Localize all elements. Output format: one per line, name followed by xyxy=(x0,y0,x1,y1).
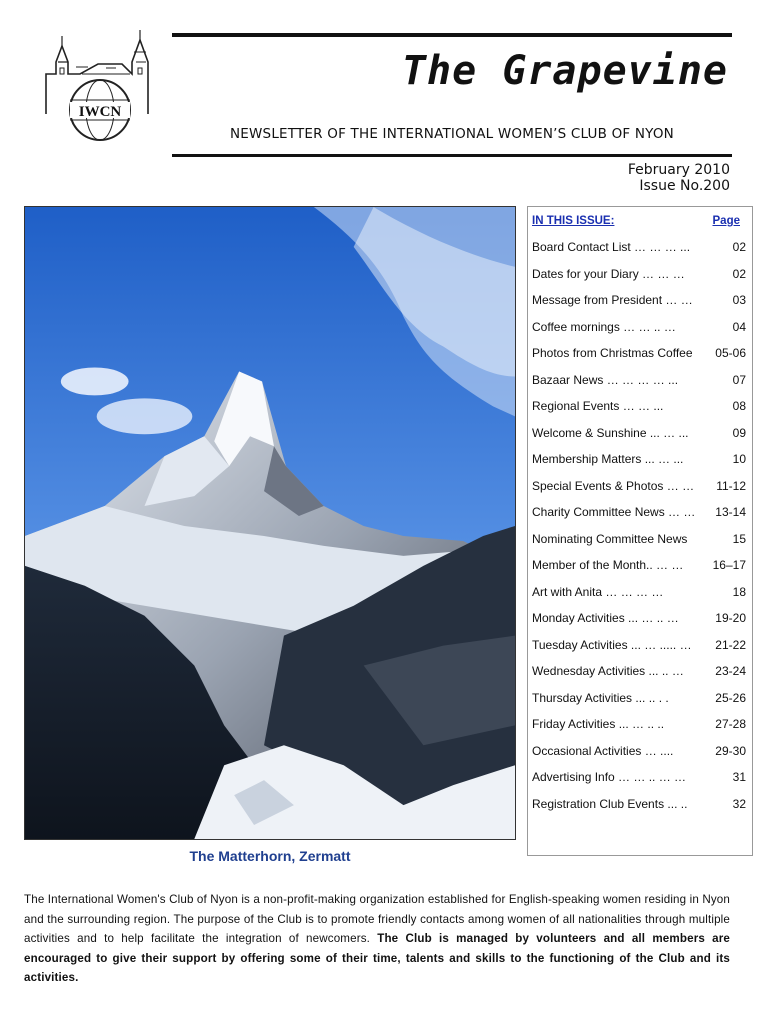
toc-item-page: 18 xyxy=(732,584,746,599)
cover-photo xyxy=(24,206,516,840)
toc-item-page: 13-14 xyxy=(715,505,746,519)
toc-item xyxy=(532,240,750,267)
toc-list xyxy=(532,240,750,823)
toc-item-label: Friday Activities ... … .. .. xyxy=(532,717,665,731)
masthead-top-rule xyxy=(172,33,732,37)
logo-text: IWCN xyxy=(78,104,122,120)
toc-item xyxy=(532,638,750,665)
toc-item-page: 02 xyxy=(732,240,746,254)
toc-item xyxy=(532,426,750,453)
toc-item-label: Coffee mornings … … .. … xyxy=(532,319,676,334)
toc-item-page: 07 xyxy=(732,372,746,387)
toc-item xyxy=(532,744,750,771)
toc-item-page: 09 xyxy=(732,425,746,440)
toc-item xyxy=(532,346,750,373)
toc-item-page: 27-28 xyxy=(715,717,746,731)
issue-date: February 2010 xyxy=(627,162,730,178)
toc-item-label: Photos from Christmas Coffee xyxy=(532,346,693,360)
toc-item-label: Dates for your Diary … … … xyxy=(532,266,685,281)
toc-page-heading: Page xyxy=(712,215,740,227)
newsletter-title: The Grapevine xyxy=(401,48,728,94)
toc-item-page: 08 xyxy=(732,399,746,413)
issue-number: Issue No.200 xyxy=(639,178,730,194)
toc-item-page: 32 xyxy=(732,796,746,811)
toc-item-label: Advertising Info … … .. … … xyxy=(532,770,687,784)
toc-item-label: Member of the Month.. … … xyxy=(532,558,684,572)
photo-caption: The Matterhorn, Zermatt xyxy=(189,848,351,864)
toc-heading: IN THIS ISSUE: xyxy=(532,215,615,227)
toc-item-page: 15 xyxy=(732,531,746,546)
toc-item-label: Thursday Activities ... .. . . xyxy=(532,690,669,705)
intro-bold-text: The Club is managed by volunteers and all members are encouraged to give their support by offering some of their time, talents and skills to the functioning of the Club and its activities. xyxy=(24,932,730,984)
intro-text: The International Women's Club of Nyon is a non-profit-making organization established for English-speaking women residing in Nyon and the surrounding region. The purpose of the Club is to promote friendly contacts among women of all nationalities through multiple activities and to help facilitate the integration of newcomers. xyxy=(24,893,730,945)
toc-item xyxy=(532,611,750,638)
toc-item-page: 23-24 xyxy=(715,664,746,678)
table-of-contents xyxy=(527,206,753,856)
toc-item-page: 31 xyxy=(732,770,746,784)
club-intro-paragraph xyxy=(24,890,730,988)
toc-item-label: Tuesday Activities ... … ..... … xyxy=(532,637,692,652)
toc-item-label: Occasional Activities … .... xyxy=(532,743,674,758)
toc-item-page: 19-20 xyxy=(715,611,746,625)
toc-item-label: Art with Anita … … … … xyxy=(532,584,664,599)
toc-item xyxy=(532,320,750,347)
issue-info xyxy=(628,162,730,194)
toc-item-label: Registration Club Events ... .. xyxy=(532,796,688,811)
toc-item xyxy=(532,399,750,426)
toc-item-page: 25-26 xyxy=(715,690,746,705)
toc-item-label: Membership Matters ... … ... xyxy=(532,452,684,466)
toc-item-label: Wednesday Activities ... .. … xyxy=(532,664,684,678)
newsletter-subtitle: NEWSLETTER OF THE INTERNATIONAL WOMEN’S CLUB OF NYON xyxy=(229,126,674,142)
toc-item xyxy=(532,505,750,532)
toc-item xyxy=(532,585,750,612)
toc-item-page: 05-06 xyxy=(715,346,746,360)
toc-item xyxy=(532,479,750,506)
toc-item-page: 29-30 xyxy=(715,743,746,758)
toc-item xyxy=(532,452,750,479)
toc-item xyxy=(532,797,750,824)
toc-item-page: 04 xyxy=(732,319,746,334)
masthead-bottom-rule xyxy=(172,154,732,157)
toc-item xyxy=(532,664,750,691)
toc-item-page: 10 xyxy=(732,452,746,466)
toc-item xyxy=(532,267,750,294)
toc-item-label: Bazaar News … … … … ... xyxy=(532,372,679,387)
toc-item xyxy=(532,717,750,744)
toc-item-page: 21-22 xyxy=(715,637,746,652)
club-logo xyxy=(36,22,164,146)
toc-item xyxy=(532,558,750,585)
toc-item-label: Regional Events … … ... xyxy=(532,399,664,413)
toc-item xyxy=(532,691,750,718)
toc-item-page: 02 xyxy=(732,266,746,281)
toc-item-label: Special Events & Photos … … xyxy=(532,478,695,493)
toc-item-label: Nominating Committee News xyxy=(532,531,688,546)
toc-item xyxy=(532,373,750,400)
toc-item-page: 16–17 xyxy=(712,558,746,572)
toc-item-label: Charity Committee News … … xyxy=(532,505,696,519)
toc-header xyxy=(532,215,740,227)
toc-item-page: 03 xyxy=(732,293,746,307)
toc-item-label: Message from President … … xyxy=(532,293,693,307)
toc-item xyxy=(532,532,750,559)
toc-item-label: Board Contact List … … … ... xyxy=(532,240,691,254)
toc-item-page: 11-12 xyxy=(716,478,746,493)
toc-item xyxy=(532,770,750,797)
toc-item xyxy=(532,293,750,320)
toc-item-label: Monday Activities ... … .. … xyxy=(532,611,679,625)
toc-item-label: Welcome & Sunshine ... … ... xyxy=(532,425,689,440)
